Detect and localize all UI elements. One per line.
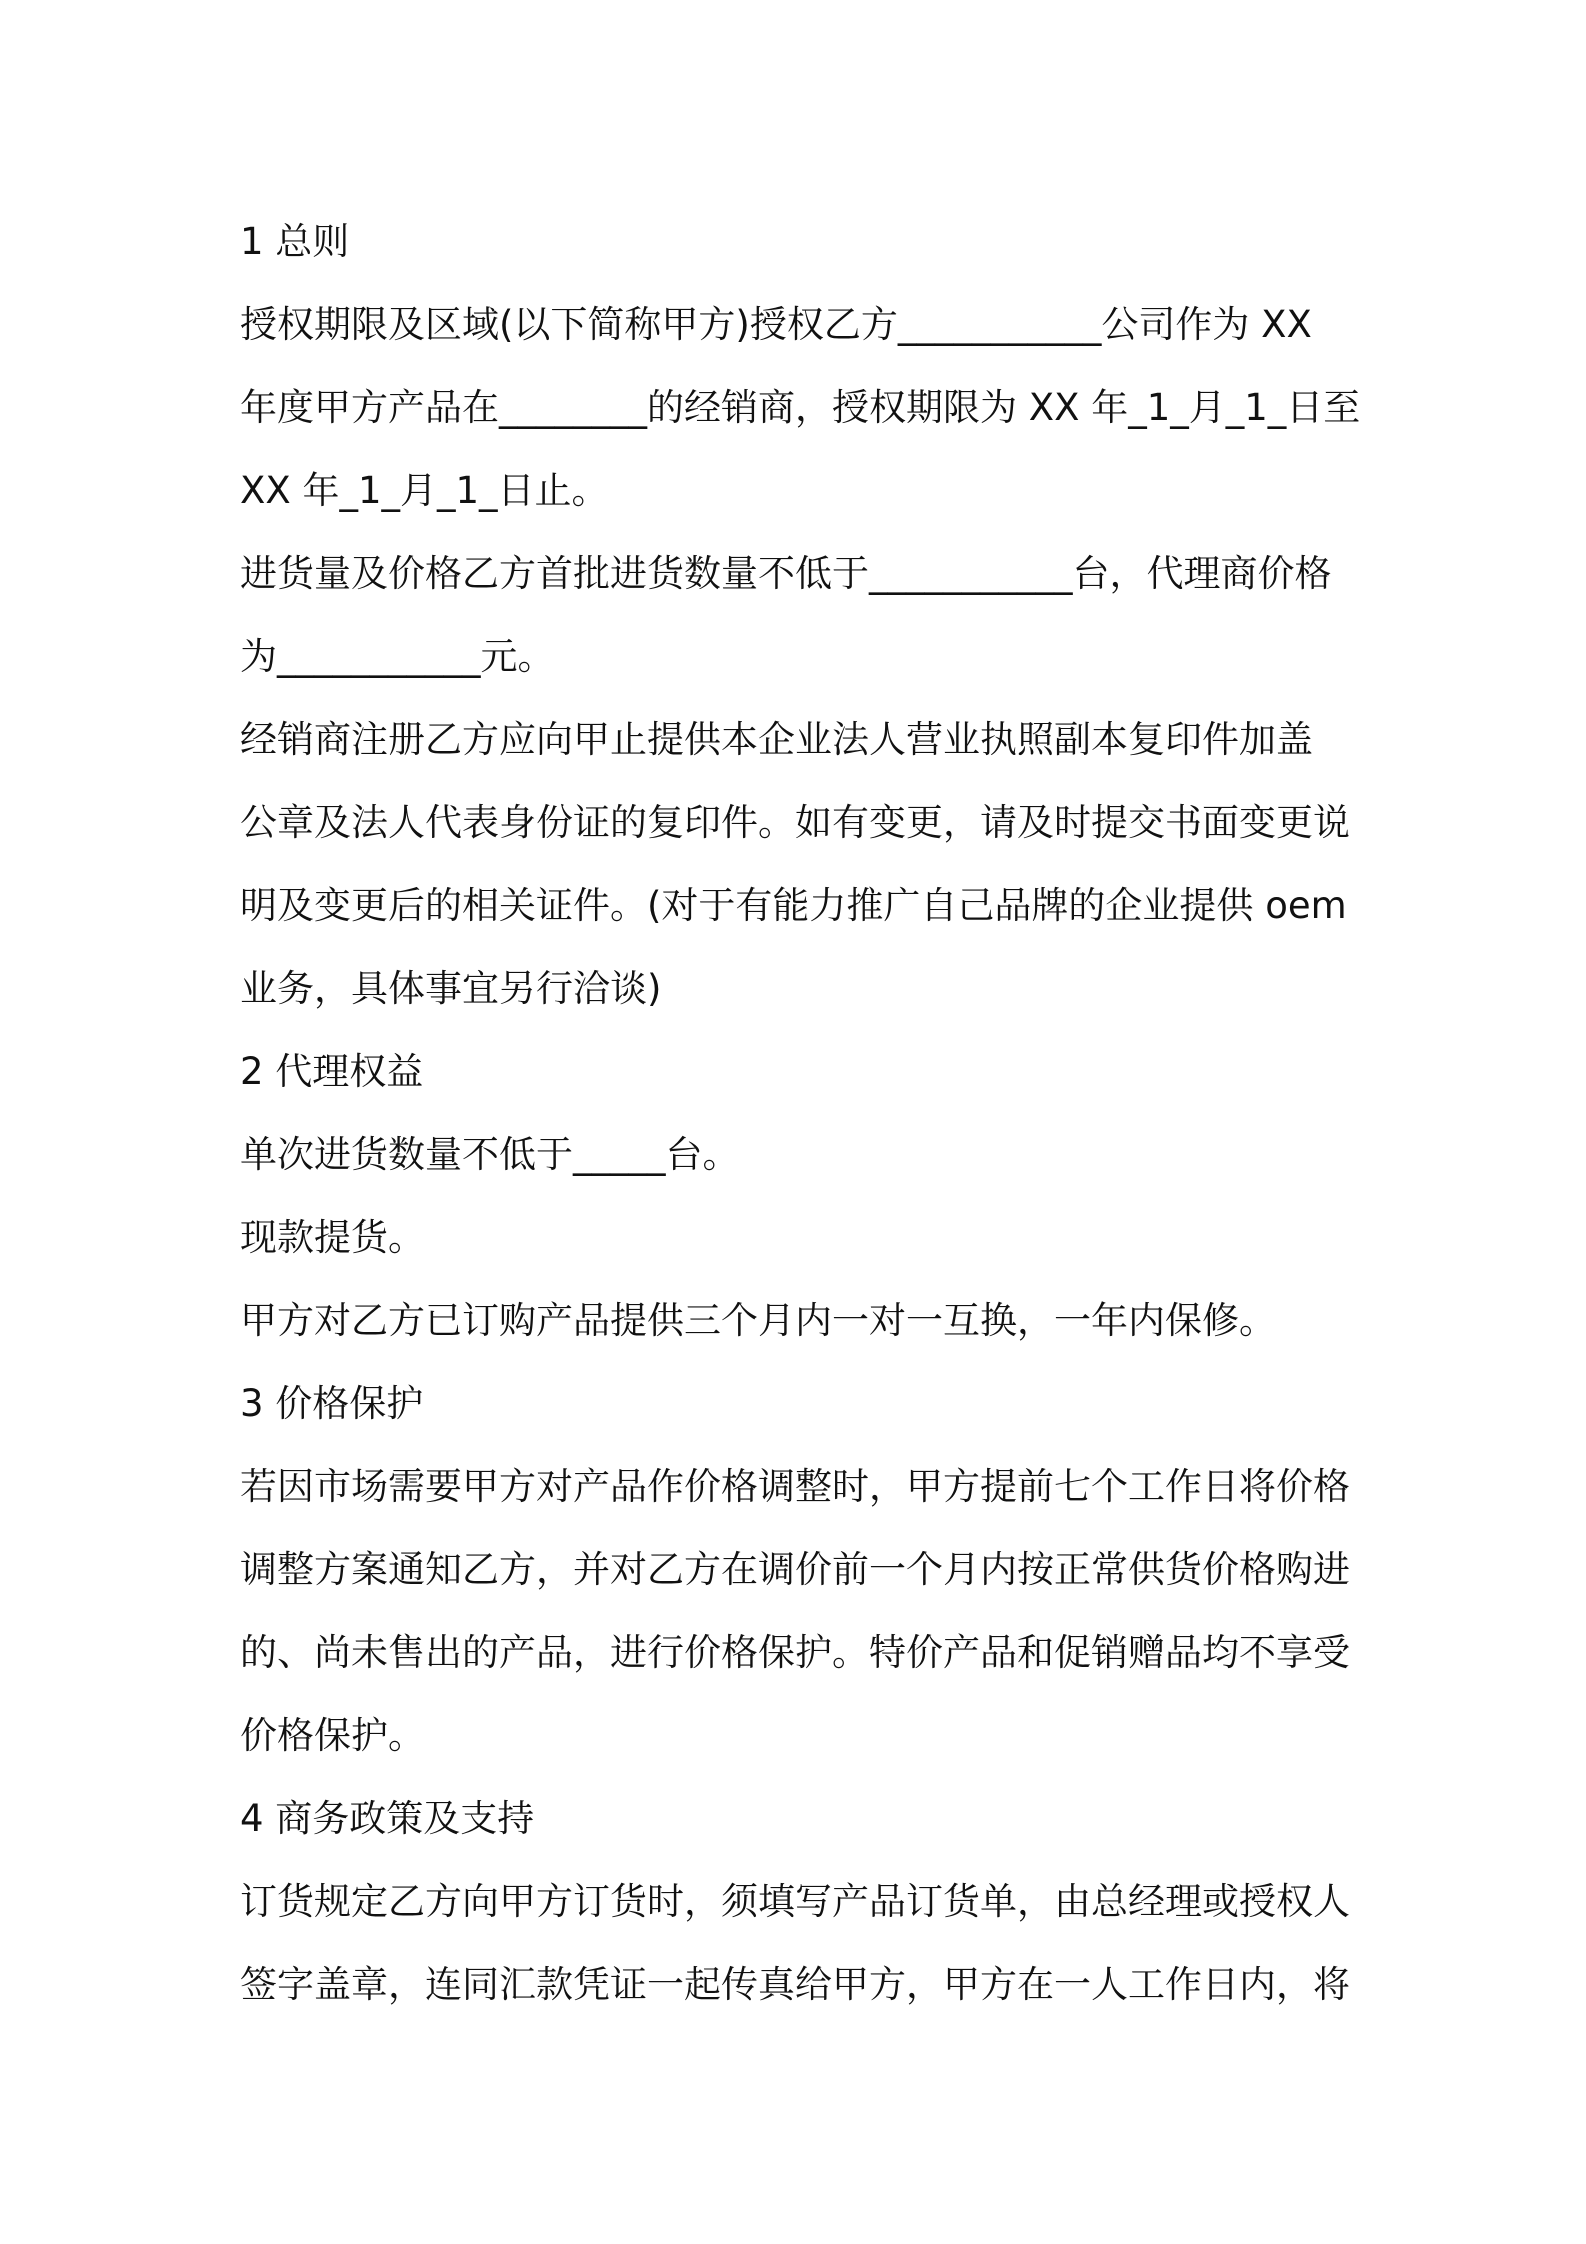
document-page [240,200,1360,2026]
paragraph-line: 调整方案通知乙方，并对乙方在调价前一个月内按正常供货价格购进 [240,1548,1350,1591]
paragraph-line: XX 年_1_月_1_日止。 [240,469,609,512]
section-heading-price-protection: 3 价格保护 [240,1382,424,1425]
section-heading-general: 1 总则 [240,220,350,263]
paragraph-line: 若因市场需要甲方对产品作价格调整时，甲方提前七个工作日将价格 [240,1465,1350,1508]
section-heading-business-policy: 4 商务政策及支持 [240,1797,535,1840]
paragraph-line: 的、尚未售出的产品，进行价格保护。特价产品和促销赠品均不享受 [240,1631,1350,1674]
paragraph-line: 为___________元。 [240,635,555,678]
paragraph-line: 明及变更后的相关证件。(对于有能力推广自己品牌的企业提供 oem [240,884,1347,927]
paragraph-line: 甲方对乙方已订购产品提供三个月内一对一互换，一年内保修。 [240,1299,1276,1342]
paragraph-line: 公章及法人代表身份证的复印件。如有变更，请及时提交书面变更说 [240,801,1350,844]
paragraph-line: 授权期限及区域(以下简称甲方)授权乙方___________公司作为 XX [240,303,1312,346]
paragraph-line: 经销商注册乙方应向甲止提供本企业法人营业执照副本复印件加盖 [240,718,1313,761]
paragraph-line: 价格保护。 [240,1714,425,1757]
paragraph-line: 年度甲方产品在________的经销商，授权期限为 XX 年_1_月_1_日至 [240,386,1361,429]
paragraph-line: 签字盖章，连同汇款凭证一起传真给甲方，甲方在一人工作日内，将 [240,1963,1350,2006]
paragraph-line: 进货量及价格乙方首批进货数量不低于___________台，代理商价格 [240,552,1332,595]
section-heading-agency-rights: 2 代理权益 [240,1050,424,1093]
paragraph-line: 单次进货数量不低于_____台。 [240,1133,740,1176]
paragraph-line: 业务，具体事宜另行洽谈) [240,967,662,1010]
paragraph-line: 订货规定乙方向甲方订货时，须填写产品订货单，由总经理或授权人 [240,1880,1350,1923]
paragraph-line: 现款提货。 [240,1216,425,1259]
